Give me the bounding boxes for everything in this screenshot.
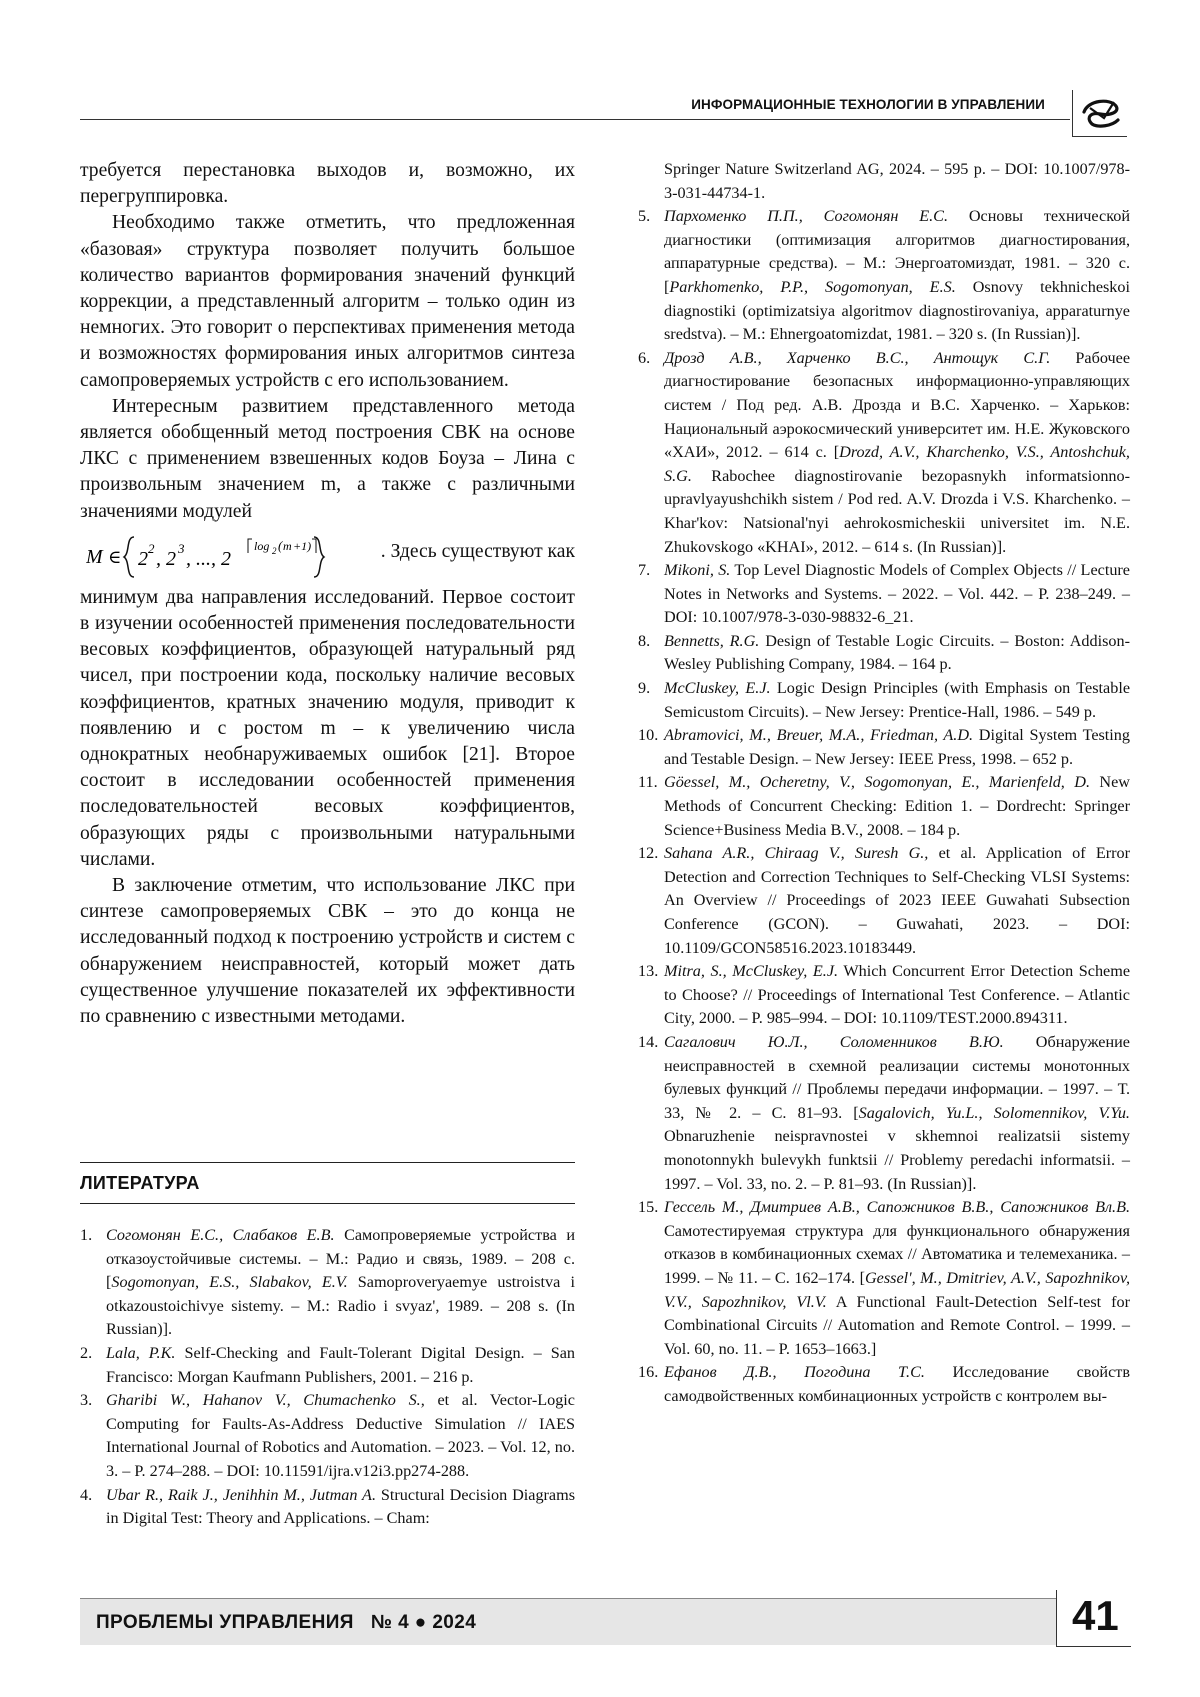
reference-authors: Mitra, S., McCluskey, E.J. [664,962,839,981]
literature-rule-bottom [80,1203,575,1204]
left-column [80,158,575,1030]
reference-item [638,677,1130,724]
svg-text:+1): +1) [293,538,312,553]
reference-text: Structural Decision Diagrams in Digital Test: Theory and Applications. – Cham: [106,1485,575,1528]
reference-item [80,1342,575,1389]
literature-heading-block [80,1162,575,1204]
reference-item [638,559,1130,630]
reference-number: 2. [80,1343,93,1362]
running-header [80,85,1070,125]
reference-number: 9. [638,679,651,698]
reference-number: 3. [80,1391,93,1410]
reference-authors-translit: Drozd, A.V., Kharchenko, V.S., Antoshchuk, S.G. [664,443,1130,485]
formula [86,525,326,591]
reference-number: 4. [80,1485,93,1504]
reference-text: Основы технической диагностики (оптимизация алгоритмов диагностирования, аппаратурные средства). – М.: Энергоатомиздат, 1981. – 320 с. [ [664,207,1131,296]
svg-text:, ..., 2: , ..., 2 [186,547,231,570]
reference-item [638,724,1130,771]
references-left [80,1224,575,1531]
reference-authors: Mikoni, S. [664,561,731,580]
reference-authors: Пархоменко П.П., Согомонян Е.С. [664,207,949,226]
reference-text: et al. Application of Error Detection and Correction Techniques to Self-Checking VLSI Systems: An Overview // Proceedings of 2023 IEEE Guwahati Subsection Conference (GCON). – Guwahati, 2023. – DOI: 10.1109/GCON58516.2023.10183449. [664,844,1130,957]
reference-number: 7. [638,561,651,580]
reference-authors: Гессель М., Дмитриев А.В., Сапожников В.В., Сапожников Вл.В. [664,1198,1130,1217]
reference-authors: Согомонян Е.С., Слабаков Е.В. [106,1226,335,1244]
reference-number: 15. [638,1198,659,1217]
svg-text:2: 2 [272,545,277,556]
reference-authors: Gharibi W., Hahanov V., Chumachenko S., [106,1391,425,1410]
reference-item [638,771,1130,842]
reference-text: Исследование свойств самодвойственных комбинационных устройств с контролем вы- [664,1363,1130,1405]
reference-number: 12. [638,844,659,863]
reference-authors-translit: Parkhomenko, P.P., Sogomonyan, E.S. [669,277,956,296]
reference-number: 16. [638,1363,659,1382]
reference-authors: Bennetts, R.G. [664,631,760,650]
header-rule [80,119,1070,120]
reference-item [638,842,1130,960]
reference-number: 6. [638,348,651,367]
reference-item [638,1196,1130,1361]
svg-text:2: 2 [148,540,155,556]
formula-render [86,525,326,585]
paragraph-2: Необходимо также отметить, что предложенная «базовая» структура позволяет получить большое количество вариантов формирования значений функций коррекции, а представленный алгоритм – только один из немногих. Это говорит о перспективах применения метода и возможностях формирования иных алгоритмов синтеза самопроверяемых устройств с его использованием. [80,212,575,391]
svg-text:(: ( [278,537,283,553]
journal-logo-icon [1080,94,1122,130]
reference-authors: Ефанов Д.В., Погодина Т.С. [664,1363,925,1382]
reference-authors: Дрозд А.В., Харченко В.С., Антощук С.Г. [664,348,1051,367]
reference-text: Обнаружение неисправностей в схемной реализации системы монотонных булевых функций // Проблемы передачи информации. – 1997. – Т. 33, № 2. – С. 81–93. [ [664,1032,1130,1122]
reference-item [80,1224,575,1342]
paragraph-1: требуется перестановка выходов и, возможно, их перегруппировка. [80,160,575,208]
reference-item [80,1389,575,1483]
reference-text: Which Concurrent Error Detection Scheme to Choose? // Proceedings of International Test Conference. – Atlantic City, 2000. – P. 985–994. – DOI: 10.1109/TEST.2000.894311. [664,962,1130,1028]
reference-text: Самопроверяемые устройства и отказоустойчивые системы. – М.: Радио и связь, 1989. – 208 с. [ [106,1226,575,1292]
reference-text: Design of Testable Logic Circuits. – Boston: Addison-Wesley Publishing Company, 1984. – 164 p. [664,631,1130,674]
reference-number: 8. [638,631,651,650]
reference-text: et al. Vector-Logic Computing for Faults-As-Address Deductive Simulation // IAES International Journal of Robotics and Automation. – 2023. – Vol. 12, no. 3. – P. 274–288. – DOI: 10.11591/ijra.v12i3.pp274-288. [106,1391,575,1480]
reference-continuation: Springer Nature Switzerland AG, 2024. – 595 p. – DOI: 10.1007/978-3-031-44734-1. [664,160,1130,202]
reference-item [80,1484,575,1531]
reference-authors: Abramovici, M., Breuer, M.A., Friedman, A.D. [664,726,974,745]
svg-text:, 2: , 2 [156,547,176,570]
reference-item [638,1031,1130,1196]
reference-text-translit: Rabochee diagnostirovanie bezopasnykh informatsionno-upravlyayushchikh sistem / Pod red. A.V. Drozda i V.S. Kharchenko. – Khar'kov: Natsional'nyi aehrokosmicheskii universitet im. N.E. Zhukovskogo «KHAI», 2012. – 614 s. (In Russian)]. [664,466,1130,556]
reference-item [638,205,1130,347]
reference-item [638,347,1130,559]
reference-text-translit: Obnaruzhenie neispravnostei v skhemnoi realizatsii sistemy monotonnykh bulevykh funktsii // Problemy peredachi informatsii. – 1997. – Vol. 33, no. 2. – P. 81–93. (In Russian)]. [664,1127,1130,1193]
journal-issue: ПРОБЛЕМЫ УПРАВЛЕНИЯ № 4 ● 2024 [96,1612,477,1633]
reference-item [638,960,1130,1031]
reference-text-translit: Osnovy tekhnicheskoi diagnostiki (optimizatsiya algoritmov diagnostirovaniya, apparaturnye sredstva). – M.: Ehnergoatomizdat, 1981. – 320 s. (In Russian)]. [664,277,1130,344]
reference-number: 1. [80,1226,93,1244]
literature-rule-top [80,1162,575,1163]
reference-item [638,1361,1130,1408]
svg-text:M: M [86,545,103,568]
reference-text: Self-Checking and Fault-Tolerant Digital Design. – San Francisco: Morgan Kaufmann Publishers, 2001. – 216 p. [106,1343,575,1386]
reference-text: Рабочее диагностирование безопасных информационно-управляющих систем / Под ред. А.В. Дрозда и В.С. Харченко. – Харьков: Национальный аэрокосмический университет им. Н.Е. Жуковского «ХАИ», 2012. – 614 с. [ [664,348,1131,462]
reference-number: 10. [638,726,659,745]
reference-authors: Сагалович Ю.Л., Соломенников В.Ю. [664,1032,1004,1051]
formula-line [80,525,575,585]
svg-text:m: m [283,538,292,553]
paragraph-3: Интересным развитием представленного метода является обобщенный метод построения СВК на основе ЛКС с применением взвешенных кодов Боуза – Лина с произвольным значением m, а также с различными значениями модулей [80,395,575,522]
reference-text: New Methods of Concurrent Checking: Edition 1. – Dordrecht: Springer Science+Business Media B.V., 2008. – 184 p. [664,773,1130,839]
paragraph-4: минимум два направления исследований. Первое состоит в изучении особенностей применения последовательности весовых коэффициентов, образующей натуральный ряд чисел, при построении кода, поскольку наличие весовых коэффициентов, кратных значению модуля, приводит к появлению и с ростом m – к увеличению числа однократных необнаруживаемых ошибок [21]. Второе состоит в исследовании особенностей применения последовательностей весовых коэффициентов, образующих ряды с произвольными натуральными числами. [80,586,575,870]
reference-number: 13. [638,962,659,981]
reference-authors-translit: Sagalovich, Yu.L., Solomennikov, V.Yu. [858,1103,1130,1122]
reference-authors: Lala, P.K. [106,1343,176,1362]
reference-text: Logic Design Principles (with Emphasis on Testable Semicustom Circuits). – New Jersey: Prentice-Hall, 1986. – 549 p. [664,679,1130,721]
svg-text:3: 3 [178,540,185,556]
reference-number: 14. [638,1032,659,1051]
reference-text: Top Level Diagnostic Models of Complex Objects // Lecture Notes in Networks and Systems. – 2022. – Vol. 442. – P. 238–249. – DOI: 10.1007/978-3-030-98832-6_21. [664,561,1130,627]
reference-authors: Göessel, M., Ocheretny, V., Sogomonyan, E., Marienfeld, D. [664,773,1090,792]
reference-number: 11. [638,773,658,792]
reference-authors-translit: Gessel', M., Dmitriev, A.V., Sapozhnikov, V.V., Sapozhnikov, Vl.V. [664,1268,1130,1311]
svg-text:log: log [254,538,270,553]
reference-text-translit: A Functional Fault-Detection Self-test for Combinational Circuits // Automation and Remote Control. – 1999. – Vol. 60, no. 11. – P. 1653–1663.] [664,1292,1130,1358]
reference-item [638,630,1130,677]
page-number: 41 [1072,1592,1119,1639]
svg-text:2: 2 [138,547,148,570]
reference-text-translit: Samoproveryaemye ustroistva i otkazoustoichivye sistemy. – M.: Radio i svyaz', 1989. – 208 s. (In Russian)]. [106,1273,575,1339]
running-title: ИНФОРМАЦИОННЫЕ ТЕХНОЛОГИИ В УПРАВЛЕНИИ [691,97,1045,112]
reference-authors-translit: Sogomonyan, E.S., Slabakov, E.V. [111,1273,348,1292]
journal-logo [1072,90,1128,138]
reference-text: Digital System Testing and Testable Design. – New Jersey: IEEE Press, 1998. – 652 p. [664,726,1130,768]
formula-tail: . Здесь существуют как [380,540,575,562]
svg-text:∈: ∈ [108,546,122,568]
reference-authors: Sahana A.R., Chiraag V., Suresh G., [664,844,929,863]
references-right [638,158,1130,1408]
paragraph-5: В заключение отметим, что использование ЛКС при синтезе самопроверяемых СВК – это до конца не исследованный подход к построению устройств и систем с обнаружением неисправностей, который может дать существенное улучшение показателей их эффективности по сравнению с известными методами. [80,875,575,1028]
reference-text: Самотестируемая структура для функционального обнаружения отказов в комбинационных схемах // Автоматика и телемеханика. – 1999. – № 11. – С. 162–174. [ [664,1221,1130,1287]
reference-authors: McCluskey, E.J. [664,679,771,698]
literature-heading: ЛИТЕРАТУРА [80,1173,200,1193]
page-footer [80,1590,1130,1650]
reference-authors: Ubar R., Raik J., Jenihhin M., Jutman A. [106,1485,376,1504]
reference-number: 5. [638,207,651,226]
